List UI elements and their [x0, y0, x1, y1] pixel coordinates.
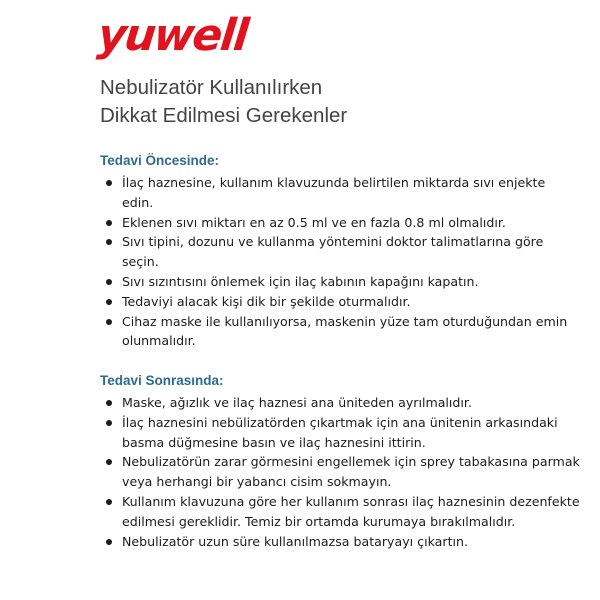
bullet-icon — [106, 459, 112, 465]
list-item-text: Nebulizatörün zarar görmesini engellemek için sprey tabakasına parmak veya herhangi bir yabancı cisim sokmayın. — [122, 454, 580, 490]
list-item-text: Eklenen sıvı miktarı en az 0.5 ml ve en fazla 0.8 ml olmalıdır. — [122, 214, 506, 230]
bullet-icon — [106, 180, 112, 186]
after-treatment-heading: Tedavi Sonrasında: — [100, 373, 224, 388]
list-item — [100, 393, 580, 413]
list-item — [100, 272, 580, 292]
list-item-text: İlaç haznesine, kullanım klavuzunda belirtilen miktarda sıvı enjekte edin. — [122, 175, 546, 210]
bullet-icon — [106, 420, 112, 426]
bullet-icon — [106, 319, 112, 325]
list-item-text: Sıvı tipini, dozunu ve kullanma yöntemini doktor talimatlarına göre seçin. — [122, 234, 544, 270]
list-item-text: Kullanım klavuzuna göre her kullanım sonrası ilaç haznesinin dezenfekte edilmesi gereklidir. Temiz bir ortamda kurumaya bırakılmalıdır. — [122, 493, 580, 529]
list-item — [100, 452, 580, 492]
list-item-text: Cihaz maske ile kullanılıyorsa, maskenin yüze tam oturduğundan emin olunmalıdır. — [122, 313, 568, 349]
page-title — [100, 74, 570, 130]
list-item — [100, 492, 580, 532]
bullet-icon — [106, 400, 112, 406]
list-item-text: Sıvı sızıntısını önlemek için ilaç kabının kapağını kapatın. — [122, 273, 479, 289]
yuwell-logo: yuwell — [95, 10, 250, 61]
bullet-icon — [106, 499, 112, 505]
title-line-2: Dikkat Edilmesi Gerekenler — [100, 104, 348, 127]
bullet-icon — [106, 299, 112, 305]
list-item-text: İlaç haznesini nebülizatörden çıkartmak için ana ünitenin arkasındaki basma düğmesine basın ve ilaç haznesini ittirin. — [122, 414, 558, 450]
list-item — [100, 232, 580, 272]
bullet-icon — [106, 279, 112, 285]
title-line-1: Nebulizatör Kullanılırken — [100, 76, 323, 99]
list-item — [100, 312, 580, 352]
before-treatment-list — [100, 173, 580, 351]
bullet-icon — [106, 239, 112, 245]
bullet-icon — [106, 539, 112, 545]
list-item-text: Tedaviyi alacak kişi dik bir şekilde oturmalıdır. — [122, 293, 411, 309]
bullet-icon — [106, 220, 112, 226]
list-item — [100, 173, 580, 213]
list-item — [100, 292, 580, 312]
list-item — [100, 532, 580, 552]
list-item-text: Maske, ağızlık ve ilaç haznesi ana üniteden ayrılmalıdır. — [122, 395, 472, 410]
list-item — [100, 413, 580, 453]
after-treatment-section — [100, 371, 580, 551]
list-item-text: Nebulizatör uzun süre kullanılmazsa bataryayı çıkartın. — [122, 533, 468, 549]
list-item — [100, 213, 580, 233]
before-treatment-heading: Tedavi Öncesinde: — [100, 153, 220, 168]
after-treatment-list — [100, 393, 580, 551]
before-treatment-section — [100, 151, 580, 351]
